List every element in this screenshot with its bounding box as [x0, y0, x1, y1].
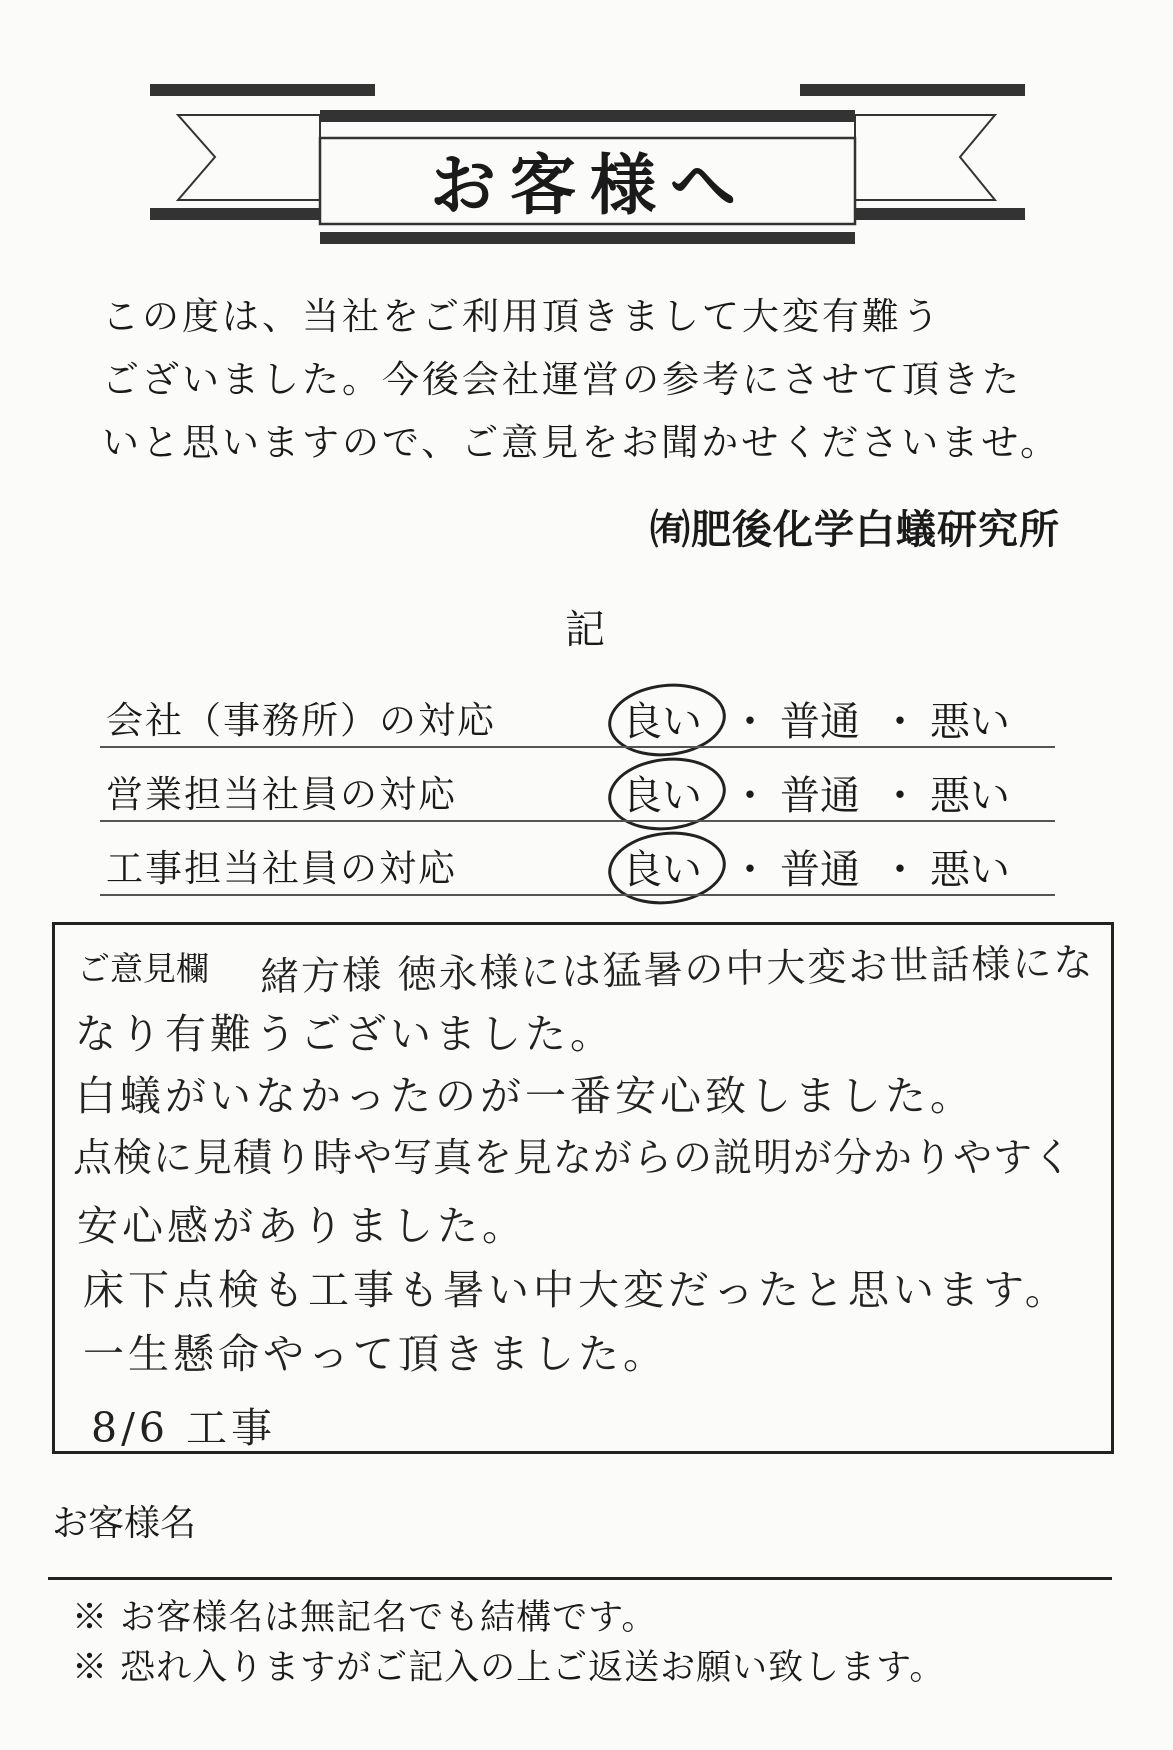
- comment-date: 8/6 工事: [91, 1404, 277, 1452]
- comment-box[interactable]: [52, 922, 1114, 1454]
- rating-options: [612, 686, 1072, 745]
- memo-heading: 記: [565, 607, 605, 653]
- comment-line: 点検に見積り時や写真を見ながらの説明が分かりやすく: [73, 1136, 1074, 1181]
- rating-row-sales: [100, 750, 1055, 822]
- rating-options: [612, 834, 1072, 893]
- comment-line: 緒方様 徳永様には猛暑の中大変お世話様にな: [259, 940, 1095, 1001]
- comment-label: ご意見欄: [77, 949, 209, 988]
- customer-name-label: お客様名: [52, 1503, 197, 1544]
- comment-line: 安心感がありました。: [77, 1202, 527, 1250]
- intro-text: [102, 285, 1062, 474]
- comment-line: 床下点検も工事も暑い中大変だったと思います。: [83, 1266, 1070, 1314]
- note: ※ お客様名は無記名でも結構です。: [72, 1598, 658, 1638]
- separator: ・: [730, 773, 770, 819]
- row-divider: [100, 894, 1055, 896]
- option-normal[interactable]: 普通: [780, 847, 860, 893]
- rating-label: 営業担当社員の対応: [106, 773, 457, 816]
- company-name: ㈲肥後化学白蟻研究所: [650, 507, 1060, 553]
- separator: ・: [880, 847, 920, 893]
- separator: ・: [730, 847, 770, 893]
- option-good[interactable]: 良い: [622, 838, 702, 895]
- intro-line: この度は、当社をご利用頂きまして大変有難う: [102, 295, 942, 338]
- row-divider: [100, 746, 1055, 748]
- option-normal[interactable]: 普通: [780, 773, 860, 819]
- comment-line: 白蟻がいなかったのが一番安心致しました。: [75, 1072, 975, 1120]
- option-bad[interactable]: 悪い: [930, 699, 1010, 745]
- option-good[interactable]: 良い: [622, 764, 702, 821]
- option-normal[interactable]: 普通: [780, 699, 860, 745]
- separator: ・: [880, 699, 920, 745]
- rating-options: [612, 760, 1072, 819]
- intro-line: いと思いますので、ご意見をお聞かせくださいませ。: [102, 421, 1061, 464]
- rating-label: 工事担当社員の対応: [106, 847, 457, 890]
- option-bad[interactable]: 悪い: [930, 847, 1010, 893]
- customer-name-line[interactable]: [48, 1577, 1112, 1580]
- separator: ・: [730, 699, 770, 745]
- intro-line: ございました。今後会社運営の参考にさせて頂きた: [102, 358, 1022, 401]
- selected-circle: [605, 826, 730, 910]
- comment-line: なり有難うございました。: [75, 1010, 615, 1058]
- option-good[interactable]: 良い: [622, 690, 702, 747]
- row-divider: [100, 820, 1055, 822]
- comment-line: 一生懸命やって頂きました。: [83, 1330, 668, 1378]
- separator: ・: [880, 773, 920, 819]
- banner-title: お客様へ: [430, 146, 750, 224]
- rating-row-construction: [100, 824, 1055, 896]
- rating-row-office: [100, 676, 1055, 748]
- note: ※ 恐れ入りますがご記入の上ご返送お願い致します。: [72, 1648, 946, 1688]
- rating-label: 会社（事務所）の対応: [106, 699, 496, 742]
- option-bad[interactable]: 悪い: [930, 773, 1010, 819]
